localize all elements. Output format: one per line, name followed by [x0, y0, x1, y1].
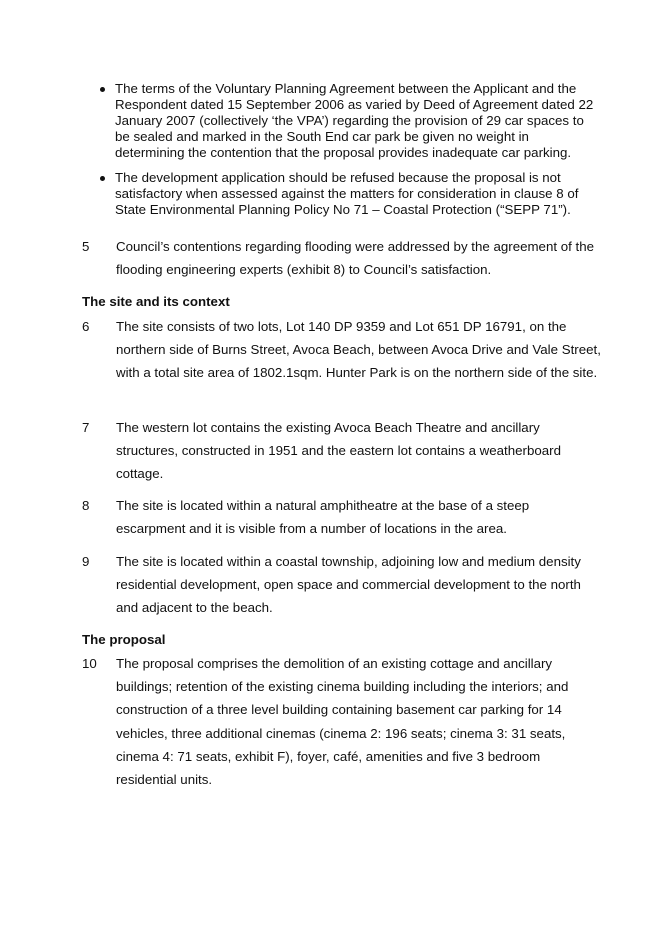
bullet-text: The development application should be refused because the proposal is not satisfactory when assessed against the matters for consideration in clause 8 of State Environmental Planning Policy No 71 – Coastal Protection (“SEPP 71”). [115, 170, 579, 217]
paragraph-number: 7 [82, 420, 90, 435]
paragraph-9 [82, 550, 602, 620]
paragraph-text: The western lot contains the existing Avoca Beach Theatre and ancillary structures, constructed in 1951 and the eastern lot contains a weatherboard cottage. [116, 420, 561, 482]
paragraph-6 [82, 315, 602, 385]
paragraph-number: 8 [82, 498, 90, 513]
contention-bullet-list [92, 81, 602, 227]
heading-site-context: The site and its context [82, 294, 230, 309]
bullet-dot-icon [100, 87, 105, 92]
bullet-item-vpa [92, 81, 602, 161]
bullet-text: The terms of the Voluntary Planning Agreement between the Applicant and the Respondent dated 15 September 2006 as varied by Deed of Agreement dated 22 January 2007 (collectively ‘the VPA’) regarding the provision of 29 car spaces to be sealed and marked in the South End car park be given no weight in determining the contention that the proposal provides inadequate car parking. [115, 81, 594, 160]
paragraph-8 [82, 494, 602, 540]
paragraph-number: 6 [82, 319, 90, 334]
heading-proposal: The proposal [82, 632, 166, 647]
paragraph-text: The site consists of two lots, Lot 140 DP 9359 and Lot 651 DP 16791, on the northern side of Burns Street, Avoca Beach, between Avoca Drive and Vale Street, with a total site area of 1802.1sqm. Hunter Park is on the northern side of the site. [116, 319, 601, 381]
bullet-dot-icon [100, 176, 105, 181]
paragraph-text: The proposal comprises the demolition of an existing cottage and ancillary buildings; retention of the existing cinema building including the interiors; and construction of a three level building containing basement car parking for 14 vehicles, three additional cinemas (cinema 2: 196 seats; cinema 3: 31 seats, cinema 4: 71 seats, exhibit F), foyer, café, amenities and five 3 bedroom residential units. [116, 656, 569, 788]
paragraph-10 [82, 652, 602, 791]
paragraph-text: The site is located within a natural amphitheatre at the base of a steep escarpment and it is visible from a number of locations in the area. [116, 498, 530, 537]
paragraph-text: The site is located within a coastal township, adjoining low and medium density residential development, open space and commercial development to the north and adjacent to the beach. [116, 554, 581, 616]
paragraph-number: 9 [82, 554, 90, 569]
paragraph-5 [82, 235, 602, 281]
paragraph-number: 5 [82, 239, 90, 254]
paragraph-number: 10 [82, 656, 97, 671]
paragraph-text: Council’s contentions regarding flooding were addressed by the agreement of the flooding engineering experts (exhibit 8) to Council’s satisfaction. [116, 239, 595, 278]
bullet-item-sepp71 [92, 170, 602, 218]
paragraph-7 [82, 416, 602, 486]
